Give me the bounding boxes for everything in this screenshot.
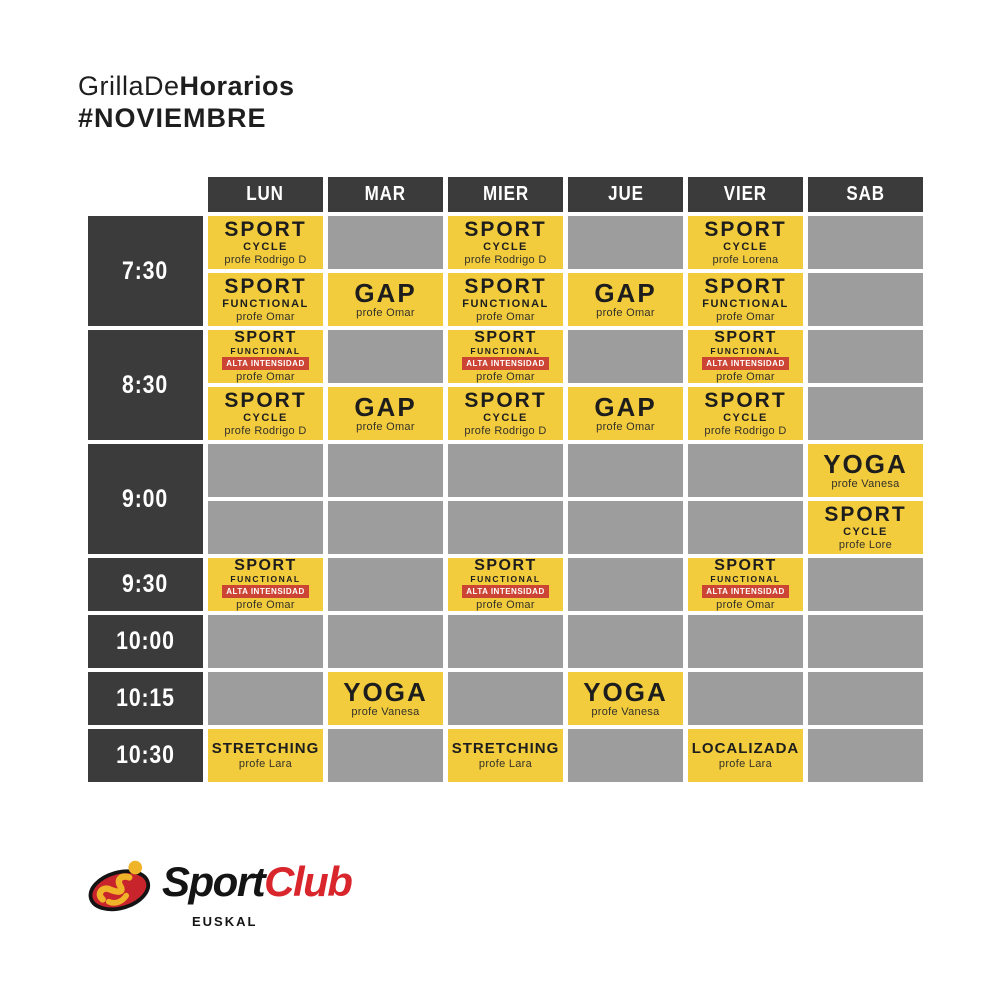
class-cell-yoga — [568, 672, 683, 725]
class-instructor: profe Omar — [476, 599, 535, 611]
class-subtitle: FUNCTIONAL — [470, 346, 541, 356]
class-title: SPORT — [464, 274, 547, 298]
class-cell-yoga — [328, 672, 443, 725]
class-instructor: profe Lorena — [712, 253, 779, 266]
class-cell-sport — [448, 330, 563, 383]
class-title: SPORT — [474, 558, 537, 574]
class-title: SPORT — [464, 217, 547, 241]
class-cell-gap — [328, 387, 443, 440]
class-cell-sport — [208, 387, 323, 440]
empty-slot — [448, 501, 563, 554]
empty-slot — [808, 615, 923, 668]
time-label-1015 — [88, 672, 203, 725]
class-title: SPORT — [704, 274, 787, 298]
alta-intensidad-badge: ALTA INTENSIDAD — [702, 357, 788, 370]
class-instructor: profe Omar — [236, 310, 295, 323]
class-title: SPORT — [714, 330, 777, 346]
class-subtitle: FUNCTIONAL — [710, 574, 781, 584]
empty-slot — [328, 615, 443, 668]
time-label: 8:30 — [122, 370, 169, 399]
class-cell-sport — [208, 273, 323, 326]
class-instructor: profe Omar — [236, 599, 295, 611]
class-title: SPORT — [824, 502, 907, 526]
class-subtitle: FUNCTIONAL — [230, 346, 301, 356]
class-title: YOGA — [583, 676, 668, 707]
class-title: SPORT — [474, 330, 537, 346]
class-cell-sport — [208, 330, 323, 383]
class-instructor: profe Omar — [356, 306, 415, 319]
empty-slot — [328, 501, 443, 554]
class-title: SPORT — [234, 330, 297, 346]
class-cell-sport — [448, 387, 563, 440]
class-instructor: profe Rodrigo D — [704, 424, 787, 437]
class-title: STRETCHING — [451, 740, 560, 757]
logo-subtitle: EUSKAL — [192, 914, 258, 929]
alta-intensidad-badge: ALTA INTENSIDAD — [702, 585, 788, 598]
empty-slot — [328, 558, 443, 611]
alta-intensidad-badge: ALTA INTENSIDAD — [462, 585, 548, 598]
schedule-grid — [88, 177, 923, 782]
class-instructor: profe Vanesa — [831, 477, 900, 490]
class-title: SPORT — [464, 388, 547, 412]
alta-intensidad-badge: ALTA INTENSIDAD — [462, 357, 548, 370]
empty-slot — [808, 216, 923, 269]
logo-sport-text: Sport — [162, 858, 265, 905]
class-cell-sport — [688, 387, 803, 440]
header-spacer — [88, 177, 203, 212]
class-instructor: profe Omar — [236, 371, 295, 383]
class-instructor: profe Lore — [838, 538, 893, 551]
day-header-sab — [808, 177, 923, 212]
class-title: LOCALIZADA — [691, 740, 800, 757]
day-header-label: SAB — [846, 183, 885, 205]
class-title: SPORT — [704, 388, 787, 412]
time-label: 10:00 — [116, 627, 175, 655]
class-cell-sport — [688, 558, 803, 611]
day-header-label: MAR — [364, 183, 407, 205]
class-cell-sport — [808, 501, 923, 554]
class-subtitle: FUNCTIONAL — [470, 574, 541, 584]
title-line-1 — [78, 70, 295, 102]
class-title: YOGA — [823, 448, 908, 479]
empty-slot — [448, 444, 563, 497]
empty-slot — [568, 330, 683, 383]
time-label: 9:00 — [122, 484, 169, 513]
empty-slot — [328, 330, 443, 383]
class-cell-sport — [448, 558, 563, 611]
empty-slot — [688, 501, 803, 554]
empty-slot — [328, 216, 443, 269]
class-cell-sport — [208, 558, 323, 611]
day-header-lun — [208, 177, 323, 212]
empty-slot — [688, 672, 803, 725]
class-instructor: profe Omar — [356, 420, 415, 433]
empty-slot — [568, 729, 683, 782]
empty-slot — [448, 672, 563, 725]
empty-slot — [808, 558, 923, 611]
class-cell-sport — [448, 216, 563, 269]
class-subtitle: FUNCTIONAL — [462, 297, 549, 310]
empty-slot — [568, 501, 683, 554]
class-subtitle: FUNCTIONAL — [222, 297, 309, 310]
class-cell-stretching — [448, 729, 563, 782]
empty-slot — [208, 501, 323, 554]
time-label-1000 — [88, 615, 203, 668]
empty-slot — [808, 672, 923, 725]
class-title: GAP — [594, 391, 657, 422]
class-instructor: profe Rodrigo D — [464, 253, 547, 266]
time-label: 10:30 — [116, 741, 175, 769]
day-header-label: JUE — [607, 183, 644, 205]
time-label-830 — [88, 330, 203, 440]
class-title: STRETCHING — [211, 740, 320, 757]
title-hashtag: #NOVIEMBRE — [78, 103, 267, 133]
logo-wordmark — [162, 858, 351, 906]
class-instructor: profe Lara — [238, 758, 293, 770]
class-cell-sport — [688, 273, 803, 326]
day-header-mier — [448, 177, 563, 212]
class-subtitle: CYCLE — [483, 240, 528, 253]
class-subtitle: FUNCTIONAL — [230, 574, 301, 584]
sport-club-logo — [86, 850, 386, 940]
class-instructor: profe Omar — [716, 371, 775, 383]
class-title: GAP — [594, 277, 657, 308]
time-label: 7:30 — [122, 256, 169, 285]
class-subtitle: CYCLE — [723, 240, 768, 253]
empty-slot — [808, 330, 923, 383]
class-cell-gap — [568, 273, 683, 326]
day-header-vier — [688, 177, 803, 212]
class-title: GAP — [354, 277, 417, 308]
class-instructor: profe Omar — [716, 599, 775, 611]
class-subtitle: CYCLE — [243, 240, 288, 253]
class-cell-gap — [328, 273, 443, 326]
time-label-730 — [88, 216, 203, 326]
class-instructor: profe Vanesa — [351, 705, 420, 718]
time-label-900 — [88, 444, 203, 554]
class-instructor: profe Omar — [476, 371, 535, 383]
class-cell-yoga — [808, 444, 923, 497]
class-subtitle: CYCLE — [243, 411, 288, 424]
class-title: SPORT — [224, 388, 307, 412]
class-instructor: profe Omar — [476, 310, 535, 323]
class-title: SPORT — [224, 274, 307, 298]
class-title: GAP — [354, 391, 417, 422]
class-subtitle: CYCLE — [843, 525, 888, 538]
class-subtitle: CYCLE — [723, 411, 768, 424]
day-header-label: LUN — [246, 183, 285, 205]
empty-slot — [328, 729, 443, 782]
class-cell-sport — [208, 216, 323, 269]
class-instructor: profe Lara — [718, 758, 773, 770]
title-regular: GrillaDe — [78, 71, 180, 101]
empty-slot — [448, 615, 563, 668]
time-label: 10:15 — [116, 684, 175, 712]
day-header-label: MIER — [482, 183, 529, 205]
empty-slot — [568, 444, 683, 497]
class-title: SPORT — [234, 558, 297, 574]
class-subtitle: CYCLE — [483, 411, 528, 424]
class-cell-stretching — [208, 729, 323, 782]
class-cell-sport — [448, 273, 563, 326]
empty-slot — [208, 615, 323, 668]
class-title: SPORT — [704, 217, 787, 241]
class-cell-sport — [688, 330, 803, 383]
class-cell-gap — [568, 387, 683, 440]
day-header-mar — [328, 177, 443, 212]
logo-club-text: Club — [264, 858, 352, 905]
empty-slot — [808, 387, 923, 440]
day-header-jue — [568, 177, 683, 212]
class-instructor: profe Rodrigo D — [464, 424, 547, 437]
class-subtitle: FUNCTIONAL — [702, 297, 789, 310]
empty-slot — [688, 444, 803, 497]
day-header-label: VIER — [723, 183, 768, 205]
empty-slot — [568, 558, 683, 611]
alta-intensidad-badge: ALTA INTENSIDAD — [222, 357, 308, 370]
class-subtitle: FUNCTIONAL — [710, 346, 781, 356]
empty-slot — [208, 444, 323, 497]
class-instructor: profe Omar — [596, 420, 655, 433]
class-title: SPORT — [224, 217, 307, 241]
empty-slot — [808, 273, 923, 326]
class-instructor: profe Vanesa — [591, 705, 660, 718]
empty-slot — [568, 216, 683, 269]
class-instructor: profe Rodrigo D — [224, 424, 307, 437]
empty-slot — [328, 444, 443, 497]
empty-slot — [808, 729, 923, 782]
empty-slot — [208, 672, 323, 725]
class-title: YOGA — [343, 676, 428, 707]
class-cell-sport — [688, 216, 803, 269]
time-label-1030 — [88, 729, 203, 782]
alta-intensidad-badge: ALTA INTENSIDAD — [222, 585, 308, 598]
page-title — [78, 70, 295, 134]
empty-slot — [688, 615, 803, 668]
time-label: 9:30 — [122, 570, 169, 598]
time-label-930 — [88, 558, 203, 611]
class-instructor: profe Omar — [596, 306, 655, 319]
class-title: SPORT — [714, 558, 777, 574]
class-instructor: profe Lara — [478, 758, 533, 770]
class-cell-localizada — [688, 729, 803, 782]
empty-slot — [568, 615, 683, 668]
runner-emblem-icon — [86, 854, 158, 916]
class-instructor: profe Rodrigo D — [224, 253, 307, 266]
title-bold: Horarios — [179, 71, 295, 101]
class-instructor: profe Omar — [716, 310, 775, 323]
